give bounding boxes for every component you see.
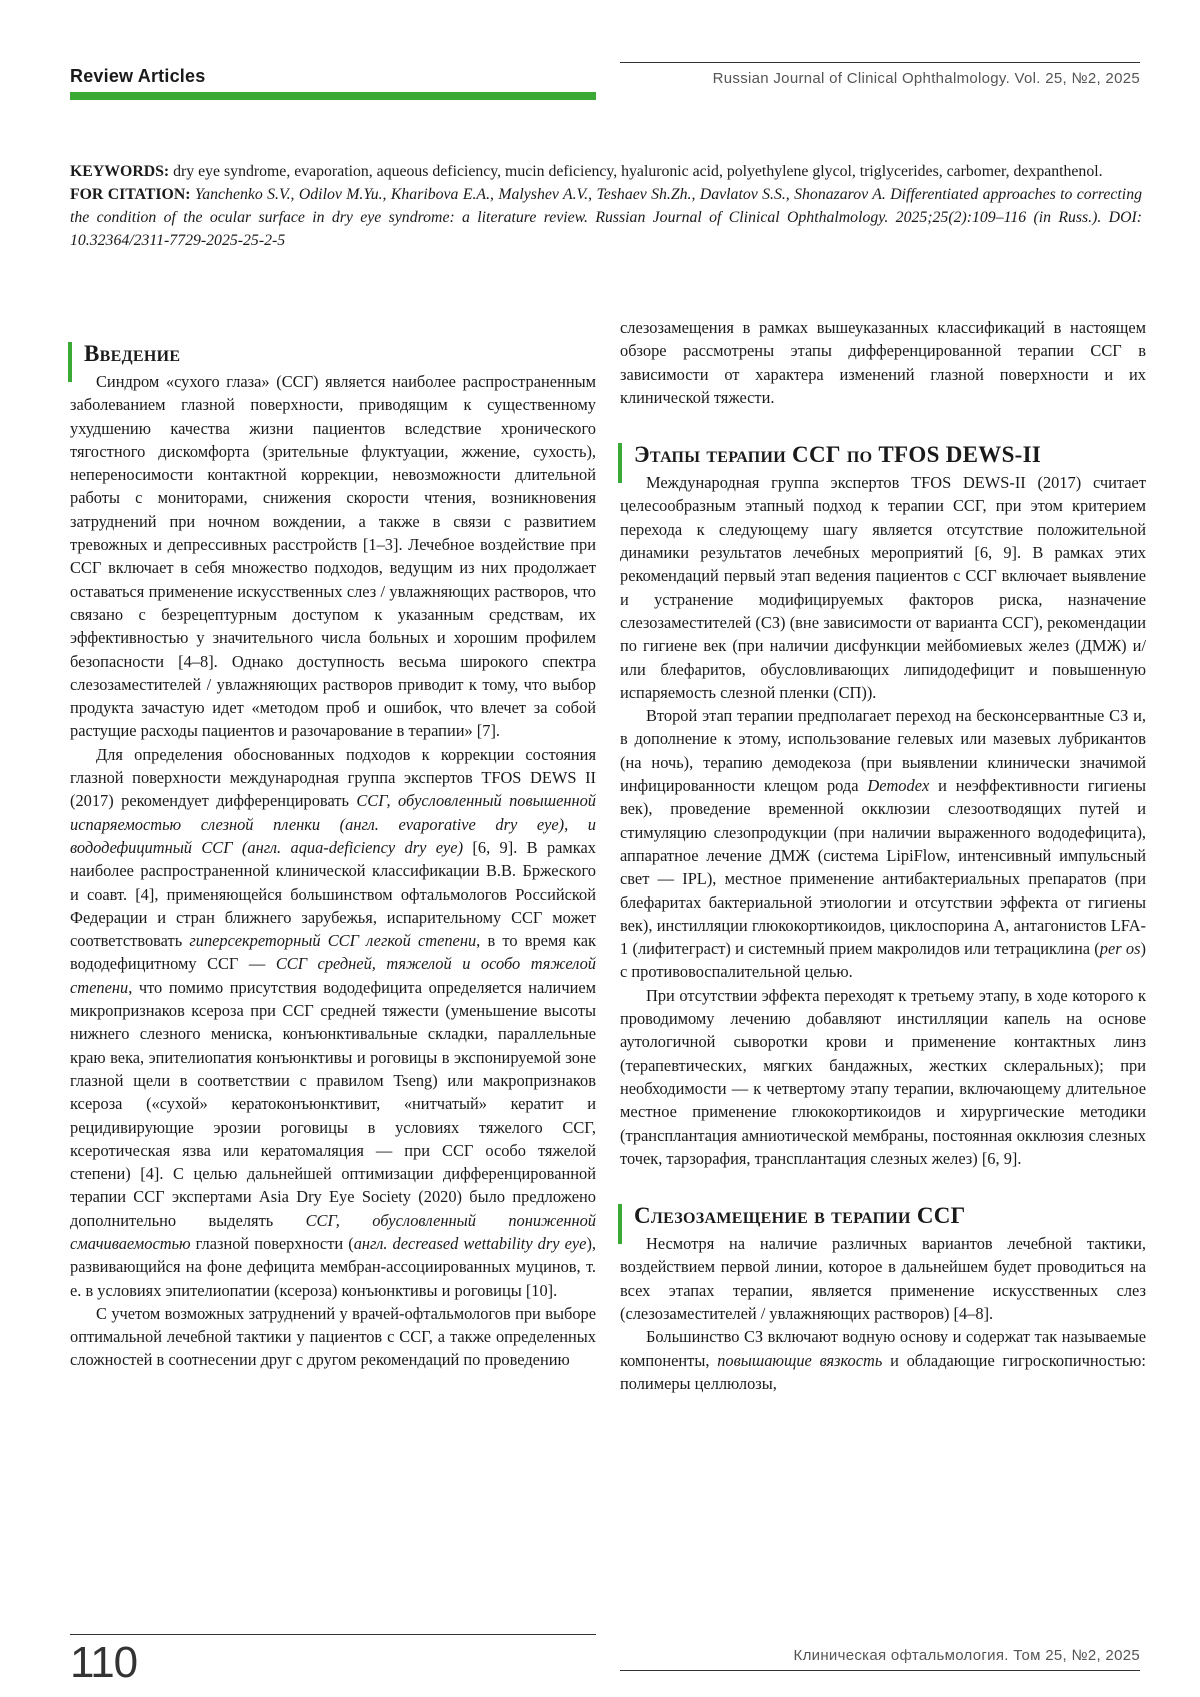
intro-continuation: слезозамещения в рамках вышеуказанных классификаций в настоящем обзоре рассмотрены этапы дифференцированной терапии ССГ в зависимости от характера изменений глазной поверхности и их клинической тяжести. — [620, 318, 1146, 407]
italic-run: ССГ средней, тяжелой и особо тяжелой степени — [70, 954, 596, 997]
italic-run: ССГ, обусловленный повышенной испаряемостью слезной пленки (англ. evaporative dry eye), и вододефицитный ССГ (англ. aqua-deficiency dry eye) — [70, 791, 596, 857]
intro-paragraph-3: С учетом возможных затруднений у врачей-офтальмологов при выборе оптимальной лечебной тактики у пациентов с ССГ, а также определенных сложностей в соотнесении друг с другом рекомендаций по проведению — [70, 1303, 596, 1370]
text-run: Большинство СЗ включают водную основу и содержат так называемые компоненты, — [620, 1327, 1146, 1370]
journal-title-header: Russian Journal of Clinical Ophthalmology. Vol. 25, №2, 2025 — [712, 70, 1140, 87]
heading-accent-bar — [68, 342, 72, 382]
right-column — [620, 316, 1146, 1395]
citation-text: Yanchenko S.V., Odilov M.Yu., Kharibova E.A., Malyshev A.V., Teshaev Sh.Zh., Davlatov S.S., Shonazarov A. Differentiated approaches to correcting the condition of the ocular surface in dry eye syndrome: a literature review. Russian Journal of Clinical Ophthalmology. 2025;25(2):109–116 (in Russ.). DOI: 10.32364/2311-7729-2025-25-2-5 — [70, 186, 1142, 249]
section-heading-replacement — [620, 1202, 1146, 1230]
italic-run: повышающие вязкость — [717, 1350, 883, 1370]
section-label: Review Articles — [70, 66, 206, 86]
replacement-paragraph-2 — [620, 1325, 1146, 1395]
text-run: и неэффективности гигиены век), проведение временной окклюзии слезоотводящих путей и стимуляцию слезопродукции (при наличии выраженного вододефицита), аппаратное лечение ДМЖ (система LipiFlow, интенсивный импульсный свет — IPL), местное применение антибактериальных препаратов (при блефаритах бактериальной этиологии и отсутствии эффекта от гигиены век), инстилляции глюкокортикоидов, циклоспорина А, антагонистов LFA-1 (лифитеграст) и системный прием макролидов или тетрациклина ( — [620, 776, 1146, 959]
text-run: ) с противовоспалительной целью. — [620, 939, 1146, 982]
section-heading-intro — [70, 340, 596, 368]
stages-paragraph-3: При отсутствии эффекта переходят к третьему этапу, в ходе которого к проводимому лечению добавляют инстилляции капель на основе аутологичной сыворотки крови и применение контактных линз (терапевтических, мягких бандажных, жестких склеральных); при необходимости — к четвертому этапу терапии, включающему длительное местное применение глюкокортикоидов и хирургические методики (трансплантация амниотической мембраны, постоянная окклюзия слезных точек, тарзорафия, трансплантация слезных желез) [6, 9]. — [620, 985, 1146, 1168]
keywords-text: dry eye syndrome, evaporation, aqueous deficiency, mucin deficiency, hyaluronic acid, polyethylene glycol, triglycerides, carbomer, dexpanthenol. — [173, 163, 1103, 180]
replacement-paragraph-1: Несмотря на наличие различных вариантов лечебной тактики, воздействием первой линии, которое в дальнейшем будет проводиться на всех этапах терапии, является применение искусственных слез (слезозаместителей / увлажняющих растворов) [4–8]. — [620, 1234, 1146, 1323]
text-run: Для определения обоснованных подходов к коррекции состояния глазной поверхности международная группа экспертов TFOS DEWS II (2017) рекомендует дифференцировать — [70, 744, 596, 811]
text-run: [6, 9]. В рамках наиболее распространенной клинической классификации В.В. Бржеского и соавт. [4], применяющейся большинством офтальмологов Российской Федерации и стран ближнего зарубежья, испарительному ССГ может соответствовать — [70, 837, 596, 951]
italic-run: гиперсекреторный ССГ легкой степени — [189, 931, 477, 951]
journal-title-footer: Клиническая офтальмология. Том 25, №2, 2025 — [793, 1647, 1140, 1664]
heading-accent-bar — [618, 1204, 622, 1244]
page-number: 110 — [70, 1638, 138, 1687]
text-run: глазной поверхности ( — [190, 1233, 354, 1253]
keywords-label: KEYWORDS: — [70, 163, 170, 180]
intro-heading-text: Введение — [84, 341, 181, 366]
replacement-heading-text: Слезозамещение в терапии ССГ — [634, 1203, 966, 1229]
italic-run: англ. decreased wettability dry eye — [353, 1233, 587, 1253]
italic-run: Demodex — [867, 776, 930, 796]
heading-accent-bar — [618, 443, 622, 483]
italic-run: per os — [1099, 939, 1141, 959]
text-run: и обладающие гигроскопичностью: полимеры целлюлозы, — [620, 1350, 1146, 1393]
citation-line — [70, 183, 1142, 252]
text-run: ), развивающийся на фоне дефицита мембран-ассоциированных муцинов, т. е. в условиях эпителиопатии (ксероза) конъюнктивы и роговицы [10]. — [70, 1233, 596, 1300]
footer-rule-right — [620, 1670, 1140, 1671]
left-column — [70, 340, 596, 1372]
keywords-line — [70, 160, 1142, 183]
text-run: Второй этап терапии предполагает переход на бесконсервантные СЗ и, в дополнение к этому, использование гелевых или мазевых лубрикантов (на ночь), терапию демодекоза (при выявлении клинически значимой инфицированности клещом рода — [620, 706, 1146, 796]
intro-paragraph-2 — [70, 743, 596, 1302]
footer-rule-left — [70, 1634, 596, 1635]
citation-label: FOR CITATION: — [70, 186, 191, 203]
stages-heading-text: Этапы терапии ССГ по TFOS DEWS-II — [634, 442, 1042, 468]
text-run: , в то время как вододефицитному ССГ — — [70, 931, 596, 974]
stages-paragraph-2 — [620, 704, 1146, 984]
intro-paragraph-1: Синдром «сухого глаза» (ССГ) является наиболее распространенным заболеванием глазной поверхности, приводящим к существенному ухудшению качества жизни пациентов вследствие хронического тягостного дискомфорта (зрительные флуктуации, жжение, сухость), непереносимости контактной коррекции, невозможности длительной работы с мониторами, снижения скорости чтения, возникновения затруднений при ночном вождении, а также в связи с развитием тревожных и депрессивных расстройств [1–3]. Лечебное воздействие при ССГ включает в себя множество подходов, ведущим из них продолжает оставаться применение искусственных слез / увлажняющих растворов, что связано с безрецептурным доступом к указанным средствам, их эффективностью у значительного числа больных и хорошим профилем безопасности [4–8]. Однако доступность весьма широкого спектра слезозаместителей / увлажняющих растворов приводит к тому, что выбор продукта зачастую идет «методом проб и ошибок, что влечет за собой растущие расходы пациентов и разочарование в терапии» [7]. — [70, 372, 596, 741]
section-accent-bar — [70, 92, 596, 100]
stages-paragraph-1: Международная группа экспертов TFOS DEWS-II (2017) считает целесообразным этапный подход к терапии ССГ, при этом критерием перехода к следующему шагу является отсутствие положительной динамики результатов лечебных мероприятий [6, 9]. В рамках этих рекомендаций первый этап ведения пациентов с ССГ включает выявление и устранение модифицируемых факторов риска, назначение слезозаместителей (СЗ) (вне зависимости от варианта ССГ), рекомендации по гигиене век (при наличии дисфункции мейбомиевых желез (ДМЖ) и/или блефаритов, обусловливающих липидодефицит и повышенную испаряемость слезной пленки (СП)). — [620, 473, 1146, 702]
header-rule — [620, 62, 1140, 63]
text-run: , что помимо присутствия вододефицита определяется наличием микропризнаков ксероза при ССГ средней тяжести (уменьшение высоты нижнего слезного мениска, конъюнктивальные складки, параллельные краю века, эпителиопатия конъюнктивы и роговицы в экспонируемой зоне глазной щели в соответствии с правилом Tseng) или макропризнаков ксероза («сухой» кератоконъюнктивит, «нитчатый» кератит и рецидивирующие эрозии роговицы в условиях тяжелого ССГ, ксеротическая язва или кератомаляция — при ССГ особо тяжелой степени) [4]. С целью дальнейшей оптимизации дифференцированной терапии ССГ экспертами Asia Dry Eye Society (2020) было предложено дополнительно выделять — [70, 977, 596, 1230]
italic-run: ССГ, обусловленный пониженной смачиваемостью — [70, 1210, 596, 1253]
article-meta — [70, 160, 1142, 252]
section-heading-stages — [620, 441, 1146, 469]
